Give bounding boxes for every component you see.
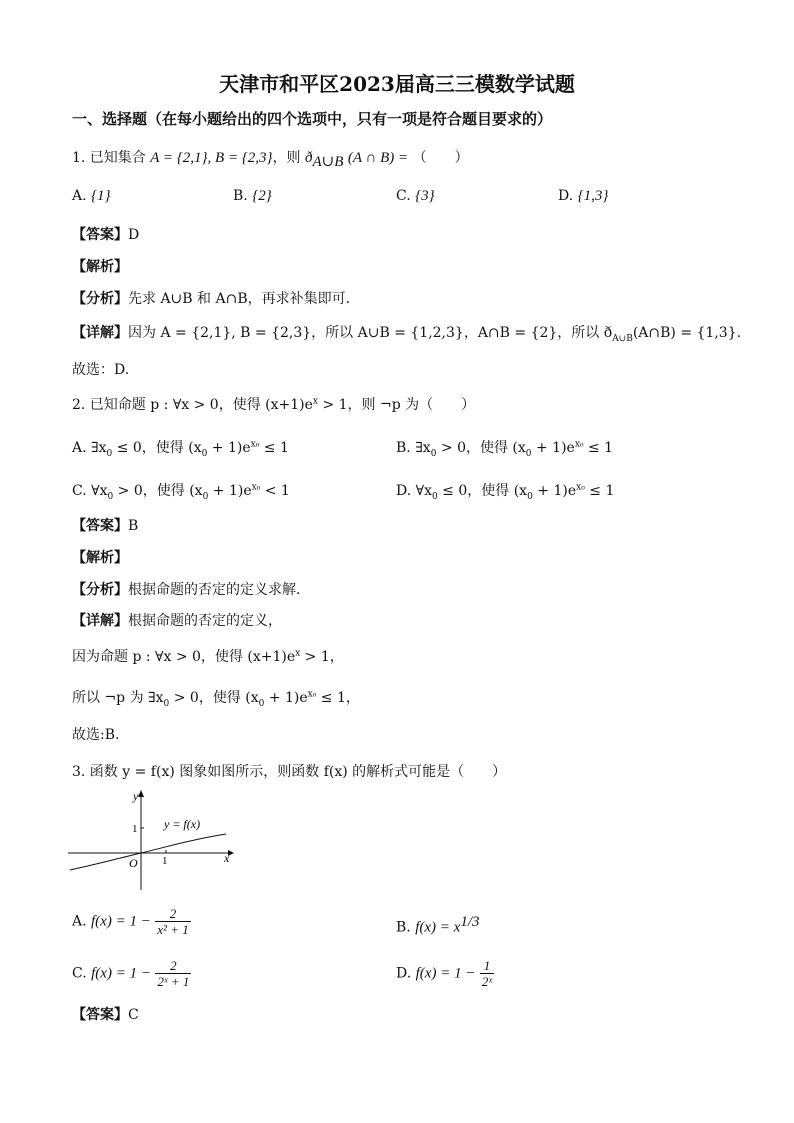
q2-option-c[interactable]: [72, 480, 290, 502]
fenxi-tag: 【分析】: [72, 291, 128, 307]
q1-stem-expr: (A ∩ B) =: [347, 150, 409, 166]
q1-option-a[interactable]: [72, 188, 111, 205]
q2-option-d[interactable]: [396, 480, 614, 502]
option-text-post: + 1)e: [207, 440, 251, 456]
option-text-end: ≤ 1: [583, 440, 614, 456]
analysis-tag: 【解析】: [72, 259, 128, 275]
fraction-numerator: 2: [155, 958, 191, 974]
fenxi-tag: 【分析】: [72, 582, 128, 598]
y-tick-label: 1: [132, 823, 138, 835]
q1-stem-prefix: 1. 已知集合: [72, 150, 146, 166]
option-text-mid: > 0，使得 (x: [436, 440, 526, 456]
fraction-denominator: x² + 1: [157, 922, 189, 937]
fraction-numerator: 2: [155, 906, 190, 922]
xiangjie-text: 根据命题的否定的定义，: [128, 613, 282, 629]
analysis-tag: 【解析】: [72, 550, 128, 566]
option-text: {2}: [252, 188, 272, 204]
option-text: f(x) = 1 −: [91, 913, 151, 930]
option-text: ∀x: [415, 483, 432, 499]
fraction-denominator: 2ˣ + 1: [157, 974, 190, 989]
fenxi-text: 先求 A∪B 和 A∩B，再求补集即可.: [128, 291, 351, 307]
option-text-post: + 1)e: [531, 440, 575, 456]
q2-fenxi: [72, 579, 300, 599]
option-label: C.: [72, 483, 87, 499]
option-label: D.: [558, 188, 574, 204]
option-text-post: + 1)e: [532, 483, 577, 499]
xiangjie-tag: 【详解】: [72, 613, 128, 629]
option-sup: x₀: [251, 482, 261, 493]
q2-stem: [72, 394, 475, 414]
xiangjie-tag: 【详解】: [72, 325, 128, 341]
detail-text-mid: > 0，使得 (x: [169, 690, 259, 706]
q2-stem-end: > 1，则 ¬p 为（ ）: [318, 397, 476, 413]
q3-answer: [72, 1004, 139, 1024]
q2-answer: [72, 515, 138, 535]
page-title: 天津市和平区2023届高三三模数学试题: [219, 72, 575, 96]
detail-text-end: ≤ 1，: [316, 690, 360, 706]
fenxi-text: 根据命题的否定的定义求解.: [128, 582, 301, 598]
detail-sub: 0: [163, 698, 170, 709]
option-text-end: ≤ 1: [259, 440, 289, 456]
q1-complement-sub: A∪B: [312, 153, 344, 170]
option-label: C.: [72, 965, 87, 982]
option-text-mid: ≤ 0，使得 (x: [437, 483, 528, 499]
detail-text-end: > 1，: [300, 649, 344, 665]
option-label: A.: [72, 913, 87, 930]
q1-option-c[interactable]: [396, 188, 435, 205]
fraction-denominator: 2ˣ: [481, 974, 493, 989]
q2-stem-text: 2. 已知命题 p : ∀x > 0，使得 (x+1)e: [72, 397, 313, 413]
section-heading: 一、选择题（在每小题给出的四个选项中，只有一项是符合题目要求的）: [72, 110, 553, 128]
x-tick-label: 1: [162, 855, 168, 867]
option-label: A.: [72, 440, 87, 456]
answer-value: B: [128, 518, 139, 534]
answer-value: C: [128, 1007, 139, 1023]
option-sub2: 0: [201, 448, 208, 459]
option-label: B.: [396, 919, 411, 936]
option-sup: x₀: [576, 482, 585, 493]
q2-stem-sup: x: [312, 396, 318, 407]
q1-stem-mid: ，则: [272, 150, 301, 166]
detail-text-post: + 1)e: [264, 690, 308, 706]
option-text-end: ≤ 1: [584, 483, 615, 499]
y-axis-arrow: [138, 790, 144, 797]
q1-stem-sets: A = {2,1}, B = {2,3}: [150, 150, 273, 166]
detail-sup: x₀: [307, 689, 317, 700]
xiangjie-text: 因为 A = {2,1}, B = {2,3}，所以 A∪B = {1,2,3}，A∩B = {2}，所以 ð: [128, 325, 613, 341]
option-sub: 0: [107, 491, 114, 502]
q2-jiexi: [72, 547, 128, 567]
q1-stem: [72, 147, 469, 171]
option-fraction: [480, 958, 494, 989]
q1-option-d[interactable]: [558, 188, 608, 205]
option-sub2: 0: [527, 491, 533, 502]
answer-value: D: [128, 227, 140, 243]
detail-text: 所以 ¬p 为 ∃x: [72, 690, 164, 706]
q2-detail-line1: [72, 646, 344, 666]
option-text: {1}: [91, 188, 111, 204]
q3-stem: 3. 函数 y = f(x) 图象如图所示，则函数 f(x) 的解析式可能是（ ）: [72, 764, 507, 780]
option-sup: 1/3: [460, 914, 480, 930]
q3-option-a[interactable]: [72, 906, 191, 937]
option-sub2: 0: [202, 491, 209, 502]
option-label: C.: [396, 188, 411, 204]
option-label: B.: [396, 440, 411, 456]
option-fraction: [155, 958, 191, 989]
q2-option-a[interactable]: [72, 437, 289, 459]
q2-guxuan: 故选:B.: [72, 727, 120, 743]
xiangjie-sub: A∪B: [612, 333, 633, 344]
q1-guxuan: 故选：D.: [72, 362, 130, 378]
q3-option-c[interactable]: [72, 958, 191, 989]
option-sup: x₀: [250, 439, 260, 450]
option-label: D.: [396, 483, 412, 499]
q2-detail-line2: [72, 687, 360, 709]
option-text-end: < 1: [260, 483, 290, 499]
option-label: B.: [233, 188, 248, 204]
option-text: {1,3}: [577, 188, 609, 204]
option-text-post: + 1)e: [208, 483, 252, 499]
q1-fenxi: [72, 288, 350, 308]
q3-function-graph: [68, 788, 238, 893]
option-text: ∃x: [415, 440, 431, 456]
answer-tag: 【答案】: [72, 227, 128, 243]
x-axis-label: x: [224, 851, 230, 865]
detail-sup: x: [295, 648, 301, 659]
origin-label: O: [129, 856, 138, 870]
option-text-mid: ≤ 0，使得 (x: [112, 440, 202, 456]
option-text: f(x) = 1 −: [415, 965, 476, 982]
answer-tag: 【答案】: [72, 1007, 128, 1023]
option-text: ∀x: [91, 483, 108, 499]
q1-complement-symbol: ð: [305, 150, 313, 166]
option-text: ∃x: [91, 440, 107, 456]
q1-jiexi: [72, 256, 128, 276]
y-axis-label: y: [133, 789, 139, 803]
q1-xiangjie: [72, 322, 741, 344]
option-sub: 0: [106, 448, 113, 459]
q1-paren: （ ）: [412, 150, 469, 166]
q2-option-b[interactable]: [396, 437, 613, 459]
function-curve: [70, 834, 226, 870]
option-text: f(x) = 1 −: [91, 965, 151, 982]
curve-label: y = f(x): [164, 817, 201, 831]
q1-option-b[interactable]: [233, 188, 272, 205]
option-sup: x₀: [574, 439, 584, 450]
fraction-numerator: 1: [480, 958, 494, 974]
option-text: f(x) = x: [415, 919, 461, 936]
option-text: {3}: [415, 188, 435, 204]
q3-option-d[interactable]: [396, 958, 494, 989]
answer-tag: 【答案】: [72, 518, 128, 534]
option-label: A.: [72, 188, 87, 204]
option-sub: 0: [430, 448, 437, 459]
detail-text: 因为命题 p : ∀x > 0，使得 (x+1)e: [72, 649, 296, 665]
q2-xiangjie: [72, 610, 282, 630]
option-text-mid: > 0，使得 (x: [113, 483, 203, 499]
option-label: D.: [396, 965, 412, 982]
xiangjie-text-end: (A∩B) = {1,3}.: [632, 325, 742, 341]
q1-answer: [72, 224, 139, 244]
option-sub2: 0: [525, 448, 532, 459]
option-fraction: [155, 906, 190, 937]
detail-sub2: 0: [258, 698, 265, 709]
q3-option-b[interactable]: [396, 914, 479, 937]
option-sub: 0: [432, 491, 438, 502]
